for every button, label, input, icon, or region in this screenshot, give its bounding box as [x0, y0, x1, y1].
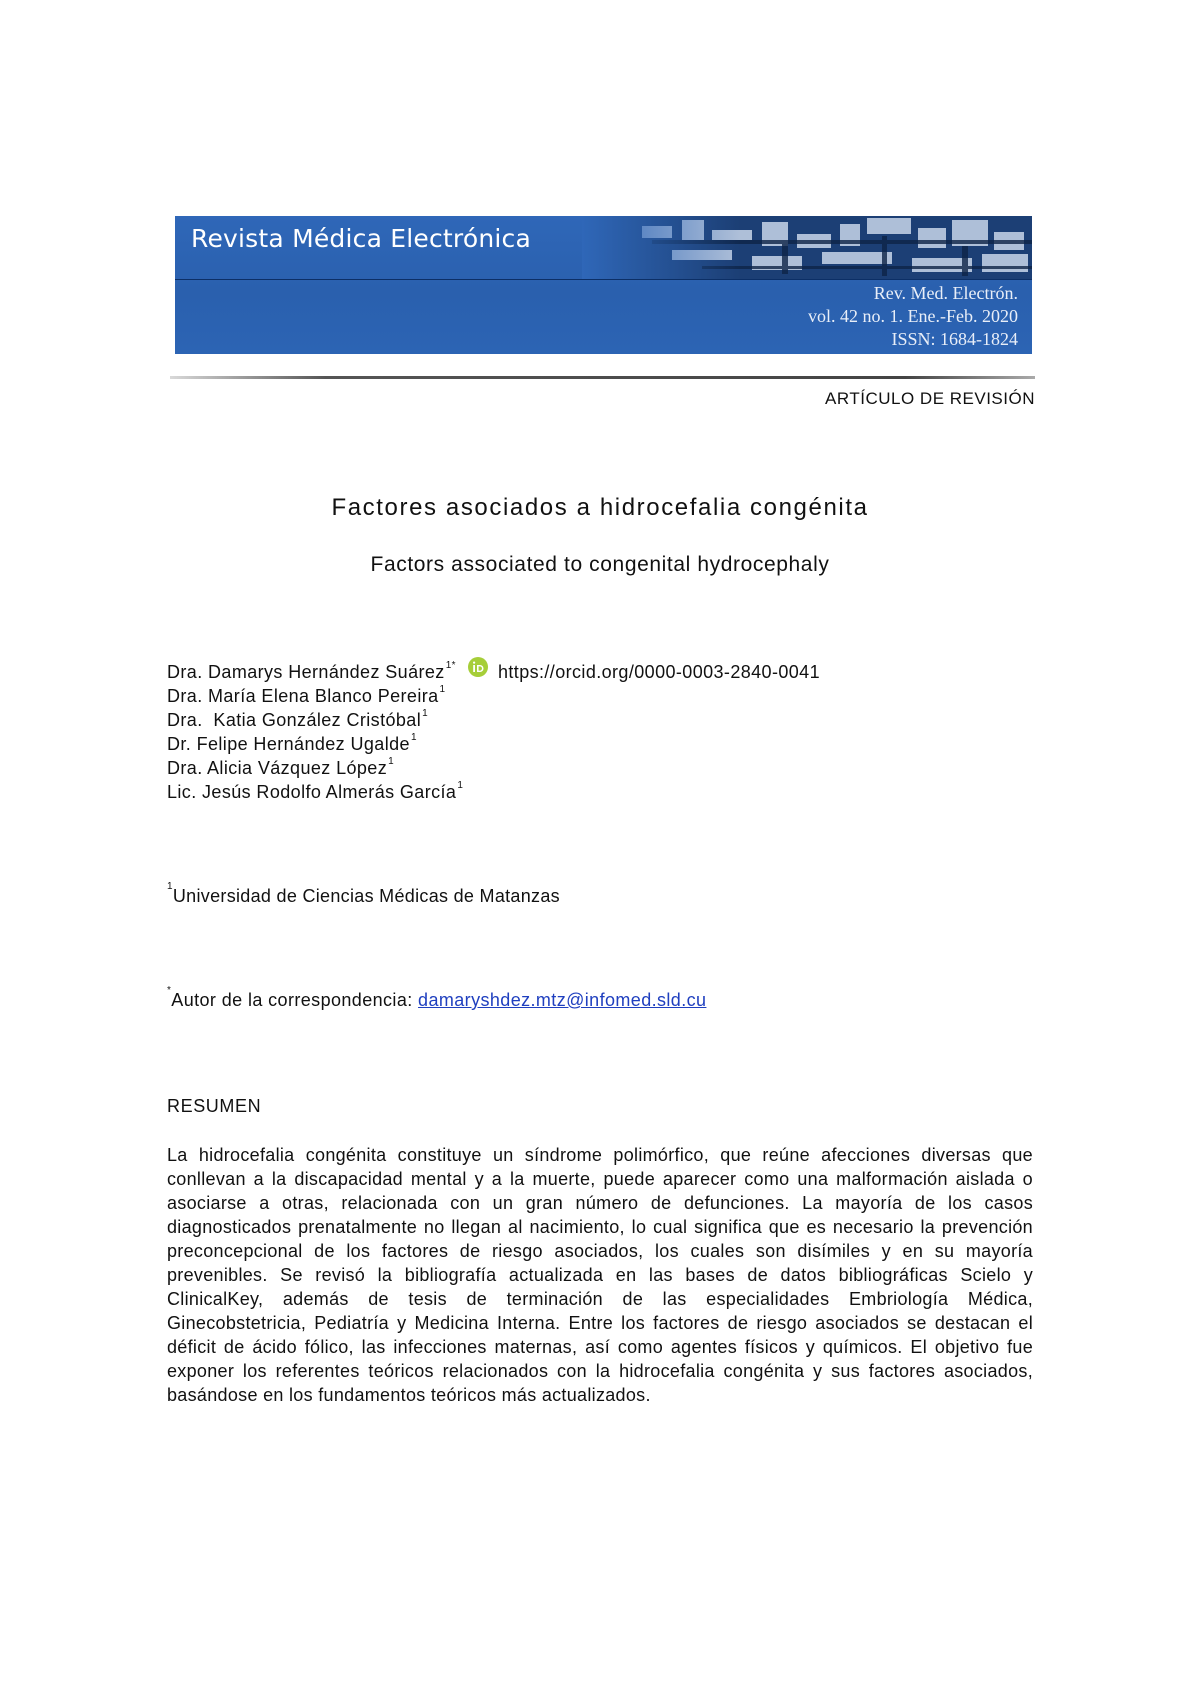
affiliation: [167, 881, 560, 907]
correspondence-email-link[interactable]: damaryshdez.mtz@infomed.sld.cu: [418, 990, 707, 1010]
author-superscript: 1: [422, 708, 429, 719]
author-superscript: 1: [388, 756, 395, 767]
author-item: [167, 708, 820, 732]
city-photo-strip: [582, 216, 1032, 280]
article-title-es: Factores asociados a hidrocefalia congénita: [331, 494, 869, 521]
journal-name: Revista Médica Electrónica: [191, 224, 531, 253]
affiliation-superscript: 1: [167, 881, 173, 892]
author-superscript: 1: [457, 780, 464, 791]
abstract-heading: RESUMEN: [167, 1096, 262, 1116]
author-name: Dra. Damarys Hernández Suárez: [167, 662, 445, 682]
article-type: ARTÍCULO DE REVISIÓN: [825, 389, 1035, 408]
author-name: Lic. Jesús Rodolfo Almerás García: [167, 782, 457, 802]
abstract-body: La hidrocefalia congénita constituye un síndrome polimórfico, que reúne afecciones diversas que conllevan a la discapacidad mental y a la muerte, puede aparecer como una malformación aislada o asociarse a otras, relacionada con un gran número de defunciones. La mayoría de los casos diagnosticados prenatalmente no llegan al nacimiento, lo cual significa que es necesario la prevención preconcepcional de los factores de riesgo asociados, los cuales son disímiles y en su mayoría prevenibles. Se revisó la bibliografía actualizada en las bases de datos bibliográficas Scielo y ClinicalKey, además de tesis de terminación de las especialidades Embriología Médica, Ginecobstetricia, Pediatría y Medicina Interna. Entre los factores de riesgo asociados se destacan el déficit de ácido fólico, las infecciones maternas, así como agentes físicos y químicos. El objetivo fue exponer los referentes teóricos relacionados con la hidrocefalia congénita y sus factores asociados, basándose en los fundamentos teóricos más actualizados.: [167, 1145, 1033, 1405]
author-name: Dra. Katia González Cristóbal: [167, 710, 422, 730]
author-name: Dra. María Elena Blanco Pereira: [167, 686, 439, 706]
author-superscript: 1: [410, 732, 417, 743]
author-name: Dr. Felipe Hernández Ugalde: [167, 734, 410, 754]
author-item: [167, 732, 820, 756]
author-item: [167, 780, 820, 804]
author-item: [167, 756, 820, 780]
banner-divider: [175, 279, 1032, 280]
journal-banner: [175, 216, 1032, 354]
journal-meta: [808, 282, 1018, 351]
correspondence-label: Autor de la correspondencia:: [171, 990, 419, 1010]
author-item: [167, 684, 820, 708]
author-list: [167, 660, 820, 804]
affiliation-text: Universidad de Ciencias Médicas de Matanzas: [172, 886, 560, 906]
journal-volume: vol. 42 no. 1. Ene.-Feb. 2020: [808, 306, 1018, 326]
correspondence: [167, 985, 707, 1011]
correspondence-marker: *: [167, 985, 172, 996]
author-superscript: 1*: [445, 660, 456, 671]
author-item: [167, 660, 820, 684]
header-divider: [170, 376, 1035, 379]
author-name: Dra. Alicia Vázquez López: [167, 758, 388, 778]
author-superscript: 1: [439, 684, 446, 695]
journal-issn: ISSN: 1684-1824: [891, 329, 1018, 349]
orcid-link[interactable]: https://orcid.org/0000-0003-2840-0041: [497, 662, 820, 682]
journal-abbrev: Rev. Med. Electrón.: [873, 283, 1018, 303]
orcid-icon[interactable]: [468, 657, 488, 677]
article-title-en: Factors associated to congenital hydrocephaly: [370, 553, 830, 576]
